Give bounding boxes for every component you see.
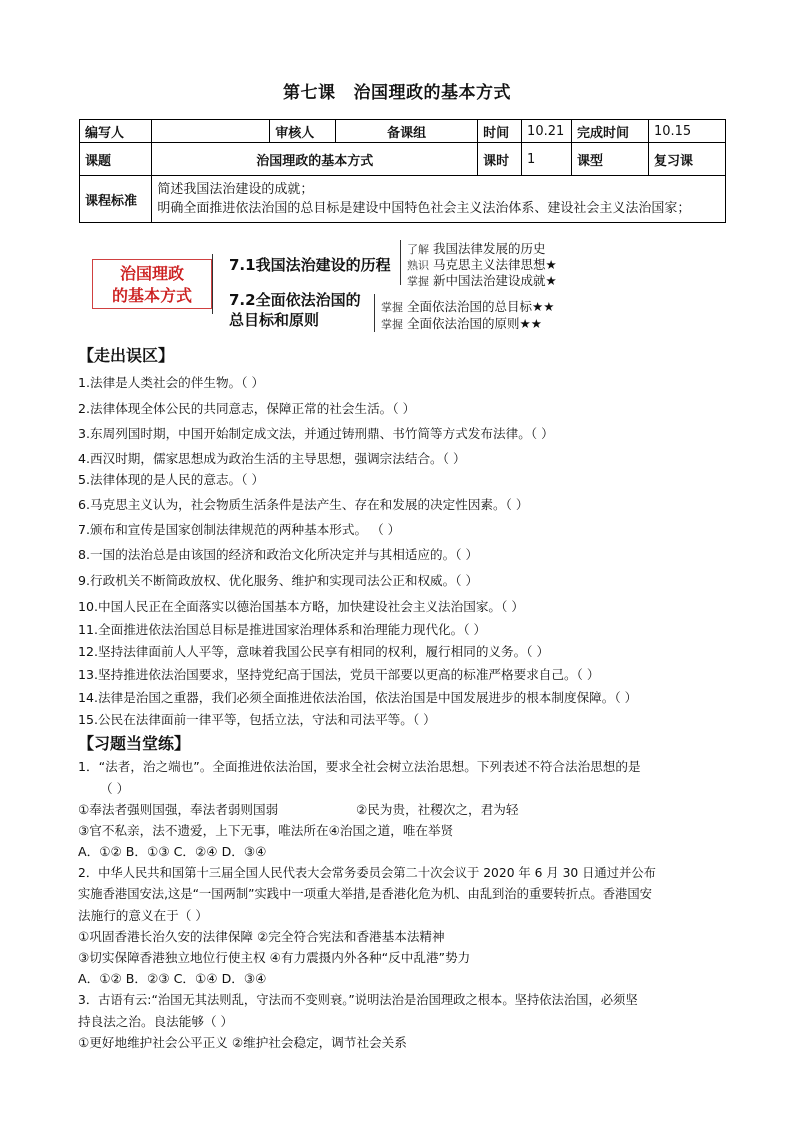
question-2-stem: 法施行的意义在于（ ） <box>78 908 208 923</box>
mindmap-item-text: 全面依法治国的总目标★★ <box>407 299 555 314</box>
mindmap-branch-2-title-line-1: 7.2全面依法治国的 <box>229 291 361 309</box>
hours-label: 课时 <box>478 143 522 176</box>
finish-time-label: 完成时间 <box>572 120 649 143</box>
mindmap-item-text: 新中国法治建设成就★ <box>433 273 557 288</box>
topic-value: 治国理政的基本方式 <box>152 143 478 176</box>
mindmap-item-text: 全面依法治国的原则★★ <box>407 316 542 331</box>
misconception-item: 10.中国人民正在全面落实以德治国基本方略，加快建设社会主义法治国家。（ ） <box>78 599 524 614</box>
mindmap-root-line-2: 的基本方式 <box>111 286 192 305</box>
hours-value: 1 <box>522 143 572 176</box>
mindmap-item-text: 马克思主义法律思想★ <box>433 257 557 272</box>
type-label: 课型 <box>572 143 649 176</box>
author-value <box>152 120 270 143</box>
reviewer-label: 审核人 <box>270 120 336 143</box>
standard-line-1: 简述我国法治建设的成就； <box>157 182 314 197</box>
misconception-item: 8.一国的法治总是由该国的经济和政治文化所决定并与其相适应的。（ ） <box>78 547 479 562</box>
info-row-1 <box>80 120 726 143</box>
info-row-2 <box>80 143 726 176</box>
lesson-number: 第七课 <box>283 83 336 103</box>
question-1-answers: A．①② B．①③ C．②④ D．③④ <box>78 844 267 859</box>
misconception-item: 7.颁布和宣传是国家创制法律规范的两种基本形式。 （ ） <box>78 522 401 537</box>
author-label: 编写人 <box>80 120 152 143</box>
mindmap-item-tag: 掌握 <box>407 275 429 288</box>
time-label: 时间 <box>478 120 522 143</box>
misconception-item: 2.法律体现全体公民的共同意志，保障正常的社会生活。（ ） <box>78 401 416 416</box>
misconception-item: 3.东周列国时期，中国开始制定成文法，并通过铸刑鼎、书竹简等方式发布法律。（ ） <box>78 426 554 441</box>
info-row-3 <box>80 176 726 223</box>
mindmap-item <box>381 297 554 315</box>
question-2-option: ①巩固香港长治久安的法律保障 ②完全符合宪法和香港基本法精神 <box>78 929 445 944</box>
question-1-option: ②民为贵，社稷次之，君为轻 <box>356 802 519 817</box>
mindmap-root-line-1: 治国理政 <box>119 264 184 283</box>
misconception-item: 1.法律是人类社会的伴生物。（ ） <box>78 375 265 390</box>
question-2-stem: 实施香港国安法,这是“一国两制”实践中一项重大举措,是香港化危为机、由乱到治的重要转折点。香港国安 <box>78 887 652 901</box>
question-2-answers: A．①② B．②③ C．①④ D．③④ <box>78 971 267 986</box>
mindmap-root <box>92 259 212 309</box>
question-3-option: ①更好地维护社会公平正义 ②维护社会稳定，调节社会关系 <box>78 1035 407 1050</box>
mindmap-item-tag: 掌握 <box>381 301 403 314</box>
mindmap-item-tag: 掌握 <box>381 318 403 331</box>
misconception-item: 13.坚持推进依法治国要求，坚持党纪高于国法，党员干部要以更高的标准严格要求自己。（ ） <box>78 667 600 682</box>
page-title <box>0 78 794 103</box>
mindmap-item-text: 我国法律发展的历史 <box>433 241 546 256</box>
question-2-stem: 2．中华人民共和国第十三届全国人民代表大会常务委员会第二十次会议于 2020 年 6 月 30 日通过并公布 <box>78 866 656 880</box>
misconception-item: 9.行政机关不断简政放权、优化服务、维护和实现司法公正和权威。（ ） <box>78 573 479 588</box>
mindmap-bracket-main <box>212 254 223 314</box>
standard-label: 课程标准 <box>80 176 152 223</box>
standard-value <box>152 176 726 223</box>
question-1-blank: （ ） <box>100 781 130 796</box>
question-1-option: ③官不私亲，法不遗爱，上下无事，唯法所在④治国之道，唯在举贤 <box>78 823 454 838</box>
mindmap-item <box>407 271 557 289</box>
section-title-exercises: 【习题当堂练】 <box>78 734 191 753</box>
misconception-item: 12.坚持法律面前人人平等，意味着我国公民享有相同的权利，履行相同的义务。（ ） <box>78 644 550 659</box>
misconception-item: 15.公民在法律面前一律平等，包括立法，守法和司法平等。（ ） <box>78 712 436 727</box>
reviewer-value: 备课组 <box>336 120 478 143</box>
mindmap-branch-2-title <box>229 290 361 330</box>
lesson-name: 治国理政的基本方式 <box>353 83 511 103</box>
standard-line-2: 明确全面推进依法治国的总目标是建设中国特色社会主义法治体系、建设社会主义法治国家； <box>157 201 691 216</box>
misconception-item: 4.西汉时期，儒家思想成为政治生活的主导思想，强调宗法结合。（ ） <box>78 451 466 466</box>
topic-label: 课题 <box>80 143 152 176</box>
mindmap-bracket-branch-1 <box>400 240 407 285</box>
section-title-misconceptions: 【走出误区】 <box>78 346 175 365</box>
lesson-info-table <box>79 119 726 223</box>
mindmap-item-tag: 熟识 <box>407 259 429 272</box>
mindmap-bracket-branch-2 <box>374 294 381 332</box>
misconception-item: 11.全面推进依法治国总目标是推进国家治理体系和治理能力现代化。（ ） <box>78 622 487 637</box>
question-3-stem: 3．古语有云:“治国无其法则乱，守法而不变则衰。”说明法治是治国理政之根本。坚持依法治国，必须坚 <box>78 993 638 1007</box>
question-3-stem: 持良法之治。良法能够（ ） <box>78 1014 234 1029</box>
question-2-option: ③切实保障香港独立地位行使主权 ④有力震摄内外各种“反中乱港”势力 <box>78 950 471 965</box>
misconception-item: 14.法律是治国之重器，我们必须全面推进依法治国，依法治国是中国发展进步的根本制度保障。（ ） <box>78 690 638 705</box>
time-value: 10.21 <box>522 120 572 143</box>
mindmap-branch-2-title-line-2: 总目标和原则 <box>229 311 320 329</box>
question-1-option: ①奉法者强则国强，奉法者弱则国弱 <box>78 802 279 817</box>
mindmap-branch-1-title: 7.1我国法治建设的历程 <box>229 256 391 274</box>
mindmap-item <box>381 314 542 332</box>
mindmap-item-tag: 了解 <box>407 243 429 256</box>
question-1-stem: 1．“法者，治之端也”。全面推进依法治国，要求全社会树立法治思想。下列表述不符合法治思想的是 <box>78 759 641 774</box>
type-value: 复习课 <box>648 143 725 176</box>
misconception-item: 5.法律体现的是人民的意志。（ ） <box>78 472 265 487</box>
misconception-item: 6.马克思主义认为，社会物质生活条件是法产生、存在和发展的决定性因素。（ ） <box>78 497 529 512</box>
finish-time-value: 10.15 <box>648 120 725 143</box>
